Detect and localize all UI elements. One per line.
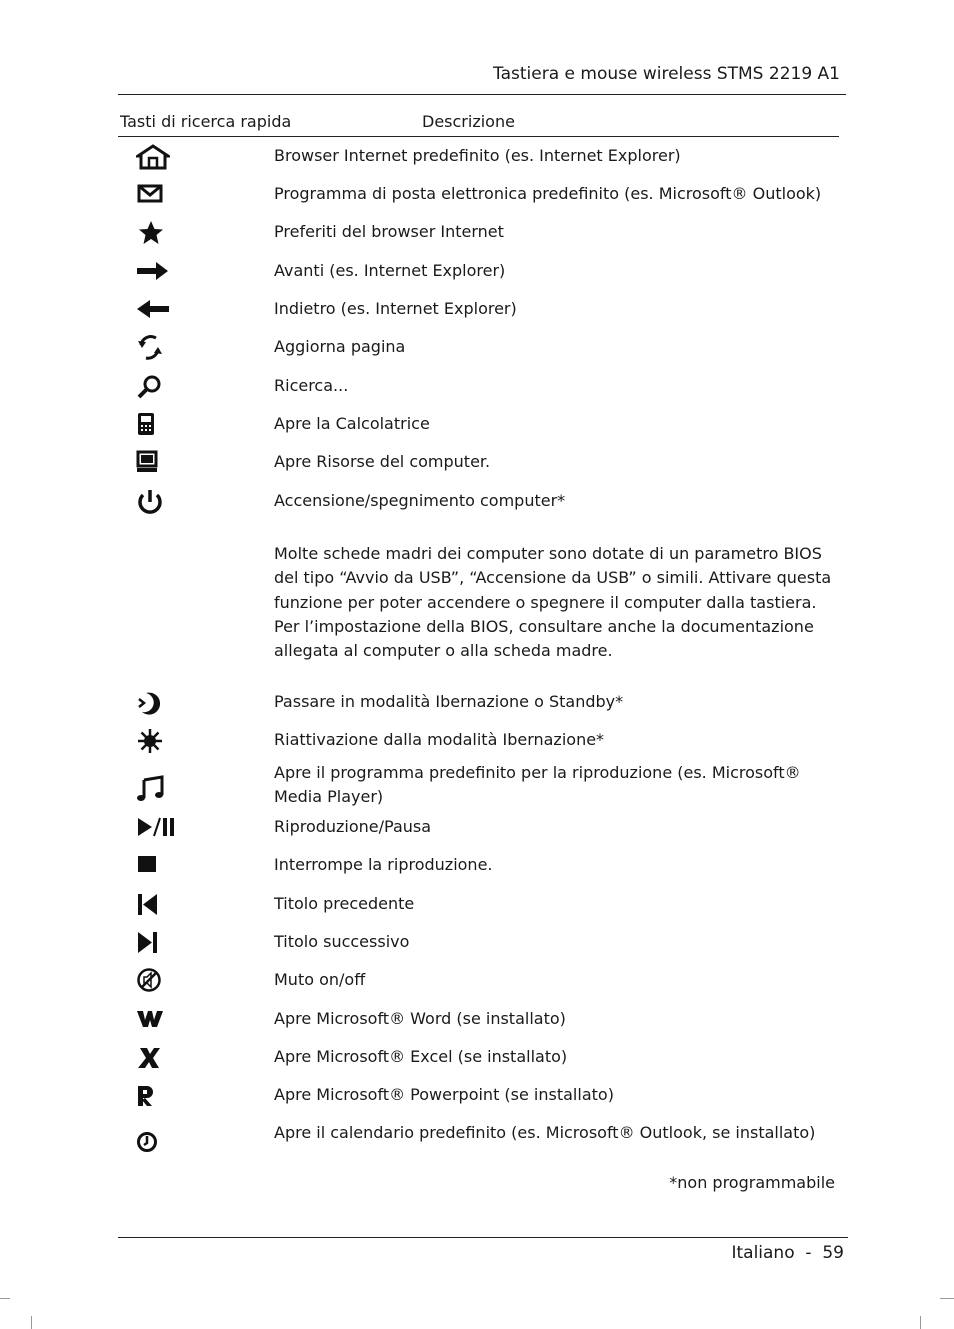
power-note: Molte schede madri dei computer sono dotate di un parametro BIOS del tipo “Avvio da USB”, “Accensione da USB” o simili. Attivare questa funzione per poter accendere o spegnere il computer dalla tastiera. Per l’impostazione della BIOS, consultare anche la documentazione allegata al computer o alla scheda madre. [274, 544, 832, 661]
row-description: Apre la Calcolatrice [274, 414, 430, 433]
page-footer: Italiano - 59 [731, 1243, 844, 1263]
row-description: Titolo successivo [274, 932, 410, 951]
row-description: Aggiorna pagina [274, 337, 406, 356]
music-icon [136, 775, 166, 801]
forward-arrow-icon [136, 259, 166, 285]
column-header-keys: Tasti di ricerca rapida [120, 112, 292, 131]
star-icon [136, 220, 166, 246]
row-description: Browser Internet predefinito (es. Internet Explorer) [274, 146, 681, 165]
row-description: Apre Microsoft® Excel (se installato) [274, 1047, 568, 1066]
row-description: Apre Risorse del computer. [274, 452, 491, 471]
row-description: Ricerca... [274, 376, 349, 395]
row-description: Titolo precedente [274, 894, 415, 913]
word-icon [136, 1007, 166, 1033]
row-description: Apre il programma predefinito per la riproduzione (es. Microsoft® Media Player) [274, 763, 801, 806]
footnote: *non programmabile [669, 1173, 835, 1192]
previous-track-icon [136, 892, 166, 918]
crop-mark [940, 1298, 954, 1299]
row-description: Indietro (es. Internet Explorer) [274, 299, 517, 318]
mail-icon [136, 182, 166, 208]
back-arrow-icon [136, 297, 166, 323]
search-icon [136, 374, 166, 400]
crop-mark [920, 1316, 921, 1329]
crop-mark [31, 1316, 32, 1329]
mute-icon [136, 968, 166, 994]
table-header-rule [118, 136, 839, 137]
calendar-icon [136, 1130, 166, 1156]
sleep-icon [136, 690, 166, 716]
calculator-icon [136, 412, 166, 438]
computer-icon [136, 450, 166, 476]
row-description: Preferiti del browser Internet [274, 222, 504, 241]
row-description: Interrompe la riproduzione. [274, 855, 493, 874]
row-description: Avanti (es. Internet Explorer) [274, 261, 506, 280]
refresh-icon [136, 335, 166, 361]
home-icon [136, 144, 166, 170]
wake-icon [136, 728, 166, 754]
row-description: Riproduzione/Pausa [274, 817, 432, 836]
row-description: Accensione/spegnimento computer* [274, 491, 566, 510]
row-description: Apre il calendario predefinito (es. Microsoft® Outlook, se installato) [274, 1123, 816, 1142]
next-track-icon [136, 930, 166, 956]
row-description: Passare in modalità Ibernazione o Standby* [274, 692, 624, 711]
row-description: Muto on/off [274, 970, 366, 989]
row-description: Riattivazione dalla modalità Ibernazione* [274, 730, 605, 749]
stop-icon [136, 853, 166, 879]
crop-mark [0, 1298, 10, 1299]
footer-rule [118, 1237, 848, 1238]
excel-icon [136, 1045, 166, 1071]
play-pause-icon [136, 815, 180, 841]
row-description: Programma di posta elettronica predefinito (es. Microsoft® Outlook) [274, 184, 822, 203]
page-header-title: Tastiera e mouse wireless STMS 2219 A1 [493, 64, 840, 84]
power-icon [136, 489, 166, 515]
row-description: Apre Microsoft® Powerpoint (se installato) [274, 1085, 614, 1104]
row-description: Apre Microsoft® Word (se installato) [274, 1009, 566, 1028]
header-rule [118, 94, 846, 95]
column-header-description: Descrizione [422, 112, 515, 131]
powerpoint-icon [136, 1083, 166, 1109]
